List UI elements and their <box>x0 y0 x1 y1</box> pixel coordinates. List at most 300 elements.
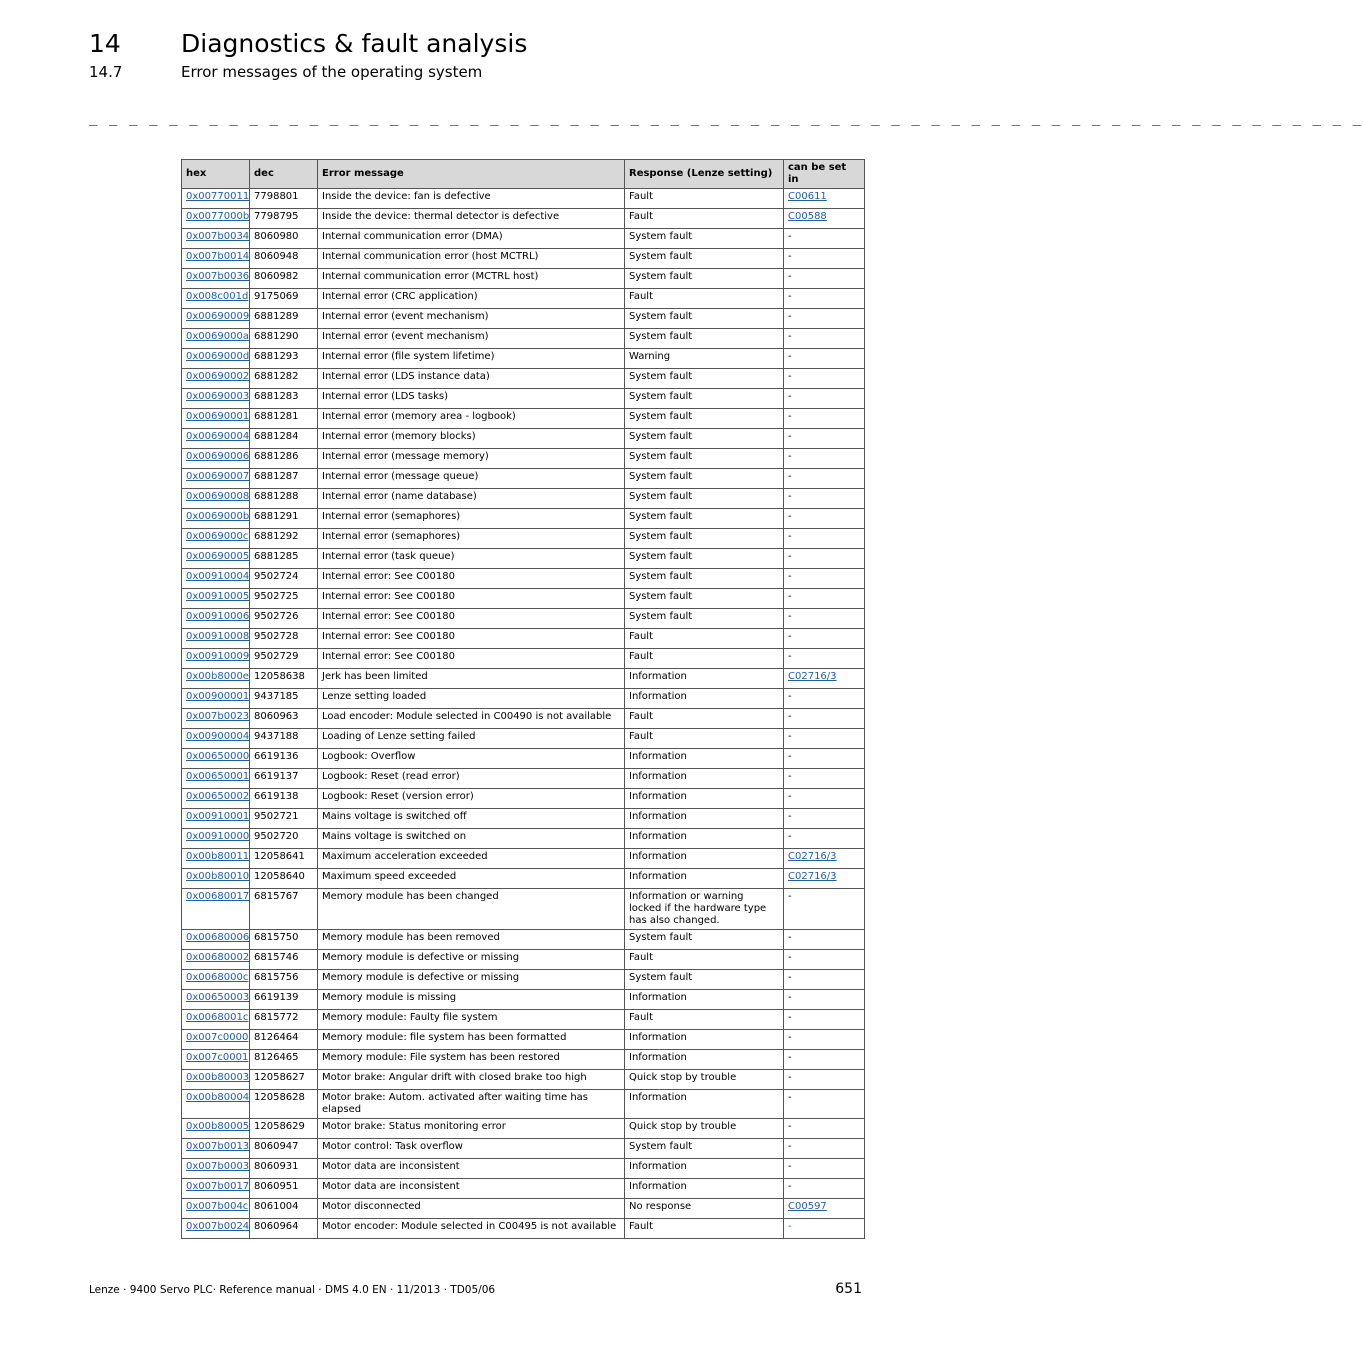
error-message-cell: Internal error (message queue) <box>318 469 625 489</box>
can-be-set-in-cell: - <box>784 950 865 970</box>
hex-cell <box>182 1010 250 1030</box>
error-message-cell: Loading of Lenze setting failed <box>318 729 625 749</box>
table-row <box>182 769 865 789</box>
dec-cell: 8060947 <box>250 1139 318 1159</box>
can-be-set-in-cell: - <box>784 509 865 529</box>
chapter-title: Diagnostics & fault analysis <box>181 29 528 58</box>
response-cell: Information <box>625 1090 784 1119</box>
error-message-cell: Motor brake: Angular drift with closed brake too high <box>318 1070 625 1090</box>
hex-code-link[interactable]: 0x00b80011 <box>186 851 250 862</box>
dec-cell: 6881284 <box>250 429 318 449</box>
can-be-set-in-cell: - <box>784 809 865 829</box>
error-message-cell: Internal communication error (DMA) <box>318 229 625 249</box>
dec-cell: 8060964 <box>250 1219 318 1239</box>
error-message-cell: Internal error (file system lifetime) <box>318 349 625 369</box>
hex-code-link[interactable]: 0x007c0001 <box>186 1052 249 1063</box>
table-row <box>182 589 865 609</box>
parameter-link[interactable]: C02716/3 <box>788 871 837 882</box>
hex-cell <box>182 769 250 789</box>
parameter-link[interactable]: C00597 <box>788 1201 827 1212</box>
table-row <box>182 489 865 509</box>
error-message-cell: Memory module: File system has been restored <box>318 1050 625 1070</box>
hex-cell <box>182 249 250 269</box>
hex-code-link[interactable]: 0x00650000 <box>186 751 250 762</box>
hex-code-link[interactable]: 0x0069000a <box>186 331 249 342</box>
response-cell: Information <box>625 769 784 789</box>
parameter-link[interactable]: C00611 <box>788 191 827 202</box>
error-message-cell: Motor control: Task overflow <box>318 1139 625 1159</box>
can-be-set-in-cell: - <box>784 349 865 369</box>
table-row <box>182 369 865 389</box>
hex-code-link[interactable]: 0x00690006 <box>186 451 250 462</box>
dec-cell: 9437185 <box>250 689 318 709</box>
hex-code-link[interactable]: 0x00690008 <box>186 491 250 502</box>
response-cell: System fault <box>625 489 784 509</box>
table-row <box>182 229 865 249</box>
error-message-cell: Load encoder: Module selected in C00490 is not available <box>318 709 625 729</box>
table-row <box>182 509 865 529</box>
error-message-cell: Memory module is missing <box>318 990 625 1010</box>
hex-code-link[interactable]: 0x007b0013 <box>186 1141 250 1152</box>
table-row <box>182 1010 865 1030</box>
dec-cell: 6815767 <box>250 889 318 930</box>
table-row <box>182 249 865 269</box>
hex-cell <box>182 1030 250 1050</box>
error-message-cell: Memory module: file system has been formatted <box>318 1030 625 1050</box>
hex-cell <box>182 749 250 769</box>
table-row <box>182 749 865 769</box>
response-cell: System fault <box>625 569 784 589</box>
hex-code-link[interactable]: 0x00b8000e <box>186 671 249 682</box>
hex-cell <box>182 930 250 950</box>
table-header-row <box>182 160 865 189</box>
dec-cell: 6815750 <box>250 930 318 950</box>
hex-code-link[interactable]: 0x007b0023 <box>186 711 250 722</box>
response-cell: System fault <box>625 549 784 569</box>
dec-cell: 9502729 <box>250 649 318 669</box>
hex-code-link[interactable]: 0x007c0000 <box>186 1032 249 1043</box>
can-be-set-in-cell: - <box>784 309 865 329</box>
hex-code-link[interactable]: 0x00910009 <box>186 651 250 662</box>
response-cell: System fault <box>625 970 784 990</box>
can-be-set-in-cell: - <box>784 389 865 409</box>
response-cell: Fault <box>625 950 784 970</box>
table-row <box>182 209 865 229</box>
can-be-set-in-cell: - <box>784 229 865 249</box>
table-row <box>182 709 865 729</box>
can-be-set-in-cell: - <box>784 489 865 509</box>
error-message-cell: Memory module has been changed <box>318 889 625 930</box>
hex-cell <box>182 469 250 489</box>
dec-cell: 12058629 <box>250 1119 318 1139</box>
hex-cell <box>182 529 250 549</box>
table-row <box>182 629 865 649</box>
dec-cell: 6881292 <box>250 529 318 549</box>
dec-cell: 9502720 <box>250 829 318 849</box>
dec-cell: 8126464 <box>250 1030 318 1050</box>
response-cell: System fault <box>625 449 784 469</box>
can-be-set-in-cell: - <box>784 429 865 449</box>
response-cell: Fault <box>625 209 784 229</box>
error-message-cell: Internal error (LDS tasks) <box>318 389 625 409</box>
dec-cell: 12058628 <box>250 1090 318 1119</box>
hex-cell <box>182 289 250 309</box>
hex-code-link[interactable]: 0x00910001 <box>186 811 250 822</box>
dec-cell: 12058638 <box>250 669 318 689</box>
hex-cell <box>182 789 250 809</box>
hex-cell <box>182 970 250 990</box>
error-message-cell: Memory module is defective or missing <box>318 950 625 970</box>
dec-cell: 6815746 <box>250 950 318 970</box>
can-be-set-in-cell: - <box>784 649 865 669</box>
dec-cell: 6881286 <box>250 449 318 469</box>
table-row <box>182 389 865 409</box>
hex-cell <box>182 1139 250 1159</box>
hex-code-link[interactable]: 0x00690005 <box>186 551 250 562</box>
hex-code-link[interactable]: 0x00900001 <box>186 691 250 702</box>
table-row <box>182 1199 865 1219</box>
hex-cell <box>182 809 250 829</box>
dec-cell: 9502726 <box>250 609 318 629</box>
dec-cell: 12058640 <box>250 869 318 889</box>
dec-cell: 8060951 <box>250 1179 318 1199</box>
response-cell: Warning <box>625 349 784 369</box>
error-message-cell: Motor brake: Autom. activated after waiting time has elapsed <box>318 1090 625 1119</box>
response-cell: Quick stop by trouble <box>625 1119 784 1139</box>
hex-cell <box>182 349 250 369</box>
dec-cell: 12058641 <box>250 849 318 869</box>
hex-cell <box>182 1050 250 1070</box>
hex-code-link[interactable]: 0x0077000b <box>186 211 250 222</box>
response-cell: No response <box>625 1199 784 1219</box>
hex-code-link[interactable]: 0x00690003 <box>186 391 250 402</box>
dec-cell: 6619136 <box>250 749 318 769</box>
dec-cell: 7798801 <box>250 189 318 209</box>
response-cell: System fault <box>625 249 784 269</box>
table-row <box>182 990 865 1010</box>
response-cell: Fault <box>625 1010 784 1030</box>
table-row <box>182 349 865 369</box>
hex-code-link[interactable]: 0x007b0017 <box>186 1181 250 1192</box>
error-message-cell: Maximum acceleration exceeded <box>318 849 625 869</box>
error-message-cell: Internal error (LDS instance data) <box>318 369 625 389</box>
parameter-link[interactable]: C02716/3 <box>788 851 837 862</box>
can-be-set-in-cell: - <box>784 289 865 309</box>
table-row <box>182 869 865 889</box>
hex-code-link[interactable]: 0x007b0036 <box>186 271 250 282</box>
can-be-set-in-cell: - <box>784 1030 865 1050</box>
hex-code-link[interactable]: 0x00650002 <box>186 791 250 802</box>
table-row <box>182 1030 865 1050</box>
hex-cell <box>182 409 250 429</box>
response-cell: Fault <box>625 189 784 209</box>
dec-cell: 6881281 <box>250 409 318 429</box>
error-message-cell: Internal error (semaphores) <box>318 509 625 529</box>
hex-code-link[interactable]: 0x00910005 <box>186 591 250 602</box>
can-be-set-in-cell: - <box>784 469 865 489</box>
response-cell: Information <box>625 669 784 689</box>
error-message-cell: Inside the device: fan is defective <box>318 189 625 209</box>
hex-code-link[interactable]: 0x007b004c <box>186 1201 249 1212</box>
hex-cell <box>182 329 250 349</box>
hex-cell <box>182 709 250 729</box>
hex-code-link[interactable]: 0x0068000c <box>186 972 249 983</box>
dec-cell: 9502725 <box>250 589 318 609</box>
hex-cell <box>182 429 250 449</box>
response-cell: Information <box>625 789 784 809</box>
hex-cell <box>182 1199 250 1219</box>
hex-code-link[interactable]: 0x00690007 <box>186 471 250 482</box>
dec-cell: 8060948 <box>250 249 318 269</box>
response-cell: System fault <box>625 429 784 449</box>
dec-cell: 6881282 <box>250 369 318 389</box>
table-row <box>182 1070 865 1090</box>
dec-cell: 9502721 <box>250 809 318 829</box>
error-message-cell: Motor brake: Status monitoring error <box>318 1119 625 1139</box>
hex-code-link[interactable]: 0x007b0034 <box>186 231 250 242</box>
error-message-cell: Internal error: See C00180 <box>318 589 625 609</box>
response-cell: System fault <box>625 930 784 950</box>
hex-code-link[interactable]: 0x00b80010 <box>186 871 250 882</box>
hex-cell <box>182 889 250 930</box>
error-message-cell: Internal error (semaphores) <box>318 529 625 549</box>
table-body <box>182 189 865 1239</box>
dec-cell: 6881293 <box>250 349 318 369</box>
hex-code-link[interactable]: 0x00650001 <box>186 771 250 782</box>
can-be-set-in-cell: - <box>784 609 865 629</box>
hex-cell <box>182 549 250 569</box>
response-cell: System fault <box>625 589 784 609</box>
table-row <box>182 1219 865 1239</box>
section-number: 14.7 <box>89 63 123 81</box>
table-row <box>182 950 865 970</box>
table-row <box>182 789 865 809</box>
can-be-set-in-cell <box>784 869 865 889</box>
hex-cell <box>182 509 250 529</box>
can-be-set-in-cell: - <box>784 930 865 950</box>
can-be-set-in-cell: - <box>784 709 865 729</box>
response-cell: Information or warning locked if the hardware type has also changed. <box>625 889 784 930</box>
hex-cell <box>182 489 250 509</box>
can-be-set-in-cell: - <box>784 449 865 469</box>
dec-cell: 12058627 <box>250 1070 318 1090</box>
response-cell: System fault <box>625 269 784 289</box>
hex-code-link[interactable]: 0x00b80004 <box>186 1092 250 1103</box>
can-be-set-in-cell <box>784 189 865 209</box>
dec-cell: 6881287 <box>250 469 318 489</box>
error-message-cell: Internal error: See C00180 <box>318 649 625 669</box>
column-header-error-message: Error message <box>318 160 625 189</box>
column-header-response: Response (Lenze setting) <box>625 160 784 189</box>
can-be-set-in-cell: - <box>784 729 865 749</box>
table-row <box>182 1050 865 1070</box>
table-row <box>182 1090 865 1119</box>
dec-cell: 6881289 <box>250 309 318 329</box>
table-row <box>182 1119 865 1139</box>
dec-cell: 6815772 <box>250 1010 318 1030</box>
table-row <box>182 829 865 849</box>
parameter-link[interactable]: C00588 <box>788 211 827 222</box>
hex-code-link[interactable]: 0x0069000d <box>186 351 250 362</box>
hex-code-link[interactable]: 0x0068001c <box>186 1012 249 1023</box>
error-message-cell: Motor disconnected <box>318 1199 625 1219</box>
dec-cell: 7798795 <box>250 209 318 229</box>
dec-cell: 8060963 <box>250 709 318 729</box>
dec-cell: 6619138 <box>250 789 318 809</box>
hex-code-link[interactable]: 0x0069000c <box>186 531 249 542</box>
hex-code-link[interactable]: 0x00770011 <box>186 191 250 202</box>
dec-cell: 6881283 <box>250 389 318 409</box>
can-be-set-in-cell <box>784 209 865 229</box>
can-be-set-in-cell: - <box>784 970 865 990</box>
dec-cell: 6815756 <box>250 970 318 990</box>
response-cell: System fault <box>625 609 784 629</box>
hex-code-link[interactable]: 0x00690009 <box>186 311 250 322</box>
dec-cell: 6619137 <box>250 769 318 789</box>
can-be-set-in-cell: - <box>784 1090 865 1119</box>
response-cell: System fault <box>625 309 784 329</box>
hex-code-link[interactable]: 0x00910006 <box>186 611 250 622</box>
error-message-cell: Motor data are inconsistent <box>318 1159 625 1179</box>
can-be-set-in-cell: - <box>784 249 865 269</box>
table-row <box>182 1139 865 1159</box>
hex-cell <box>182 829 250 849</box>
response-cell: Quick stop by trouble <box>625 1070 784 1090</box>
hex-cell <box>182 369 250 389</box>
hex-cell <box>182 189 250 209</box>
can-be-set-in-cell: - <box>784 629 865 649</box>
table-row <box>182 469 865 489</box>
hex-code-link[interactable]: 0x00690001 <box>186 411 250 422</box>
hex-code-link[interactable]: 0x00680002 <box>186 952 250 963</box>
table-row <box>182 1159 865 1179</box>
response-cell: Information <box>625 1179 784 1199</box>
error-message-cell: Internal error (event mechanism) <box>318 329 625 349</box>
response-cell: Fault <box>625 1219 784 1239</box>
response-cell: Fault <box>625 709 784 729</box>
response-cell: System fault <box>625 469 784 489</box>
hex-code-link[interactable]: 0x00680006 <box>186 932 250 943</box>
can-be-set-in-cell: - <box>784 549 865 569</box>
hex-cell <box>182 849 250 869</box>
hex-cell <box>182 1090 250 1119</box>
table-row <box>182 1179 865 1199</box>
table-row <box>182 549 865 569</box>
error-message-cell: Internal error (message memory) <box>318 449 625 469</box>
dec-cell: 9175069 <box>250 289 318 309</box>
section-title: Error messages of the operating system <box>181 63 483 81</box>
hex-code-link[interactable]: 0x007b0014 <box>186 251 250 262</box>
hex-cell <box>182 269 250 289</box>
hex-code-link[interactable]: 0x008c001d <box>186 291 249 302</box>
table-row <box>182 289 865 309</box>
can-be-set-in-cell: - <box>784 409 865 429</box>
can-be-set-in-cell: - <box>784 1139 865 1159</box>
can-be-set-in-cell: - <box>784 829 865 849</box>
hex-code-link[interactable]: 0x00b80003 <box>186 1072 250 1083</box>
hex-cell <box>182 389 250 409</box>
hex-code-link[interactable]: 0x00690004 <box>186 431 250 442</box>
table-row <box>182 409 865 429</box>
error-message-cell: Logbook: Reset (version error) <box>318 789 625 809</box>
hex-cell <box>182 1179 250 1199</box>
hex-cell <box>182 609 250 629</box>
table-row <box>182 429 865 449</box>
error-message-cell: Memory module has been removed <box>318 930 625 950</box>
error-message-cell: Internal error (name database) <box>318 489 625 509</box>
hex-cell <box>182 869 250 889</box>
hex-cell <box>182 309 250 329</box>
dec-cell: 8126465 <box>250 1050 318 1070</box>
table-row <box>182 329 865 349</box>
table-row <box>182 189 865 209</box>
hex-code-link[interactable]: 0x00b80005 <box>186 1121 250 1132</box>
can-be-set-in-cell: - <box>784 529 865 549</box>
response-cell: Fault <box>625 729 784 749</box>
can-be-set-in-cell: - <box>784 1219 865 1239</box>
table-row <box>182 269 865 289</box>
hex-code-link[interactable]: 0x00690002 <box>186 371 250 382</box>
hex-cell <box>182 1070 250 1090</box>
column-header-hex: hex <box>182 160 250 189</box>
error-message-cell: Motor data are inconsistent <box>318 1179 625 1199</box>
hex-code-link[interactable]: 0x00650003 <box>186 992 250 1003</box>
response-cell: Information <box>625 689 784 709</box>
hex-code-link[interactable]: 0x00910000 <box>186 831 250 842</box>
dec-cell: 6881285 <box>250 549 318 569</box>
table-row <box>182 889 865 930</box>
response-cell: System fault <box>625 229 784 249</box>
hex-code-link[interactable]: 0x00910004 <box>186 571 250 582</box>
error-message-cell: Maximum speed exceeded <box>318 869 625 889</box>
table-row <box>182 729 865 749</box>
hex-code-link[interactable]: 0x00900004 <box>186 731 250 742</box>
can-be-set-in-cell: - <box>784 1159 865 1179</box>
response-cell: System fault <box>625 409 784 429</box>
can-be-set-in-cell: - <box>784 1070 865 1090</box>
can-be-set-in-cell: - <box>784 749 865 769</box>
hex-code-link[interactable]: 0x00910008 <box>186 631 250 642</box>
error-message-cell: Internal error: See C00180 <box>318 569 625 589</box>
can-be-set-in-cell: - <box>784 589 865 609</box>
can-be-set-in-cell: - <box>784 569 865 589</box>
table-row <box>182 849 865 869</box>
hex-code-link[interactable]: 0x0069000b <box>186 511 250 522</box>
chapter-number: 14 <box>89 29 121 58</box>
table-row <box>182 970 865 990</box>
response-cell: Fault <box>625 629 784 649</box>
hex-code-link[interactable]: 0x007b0003 <box>186 1161 250 1172</box>
response-cell: System fault <box>625 329 784 349</box>
can-be-set-in-cell: - <box>784 1010 865 1030</box>
column-header-dec: dec <box>250 160 318 189</box>
response-cell: Information <box>625 829 784 849</box>
parameter-link[interactable]: C02716/3 <box>788 671 837 682</box>
hex-code-link[interactable]: 0x007b0024 <box>186 1221 250 1232</box>
dec-cell: 9502724 <box>250 569 318 589</box>
hex-cell <box>182 990 250 1010</box>
dec-cell: 8060931 <box>250 1159 318 1179</box>
can-be-set-in-cell: - <box>784 689 865 709</box>
hex-cell <box>182 669 250 689</box>
dec-cell: 9437188 <box>250 729 318 749</box>
can-be-set-in-cell: - <box>784 1050 865 1070</box>
table-row <box>182 569 865 589</box>
response-cell: System fault <box>625 369 784 389</box>
column-header-can-be-set-in: can be set in <box>784 160 865 189</box>
hex-code-link[interactable]: 0x00680017 <box>186 891 250 902</box>
response-cell: Information <box>625 1159 784 1179</box>
